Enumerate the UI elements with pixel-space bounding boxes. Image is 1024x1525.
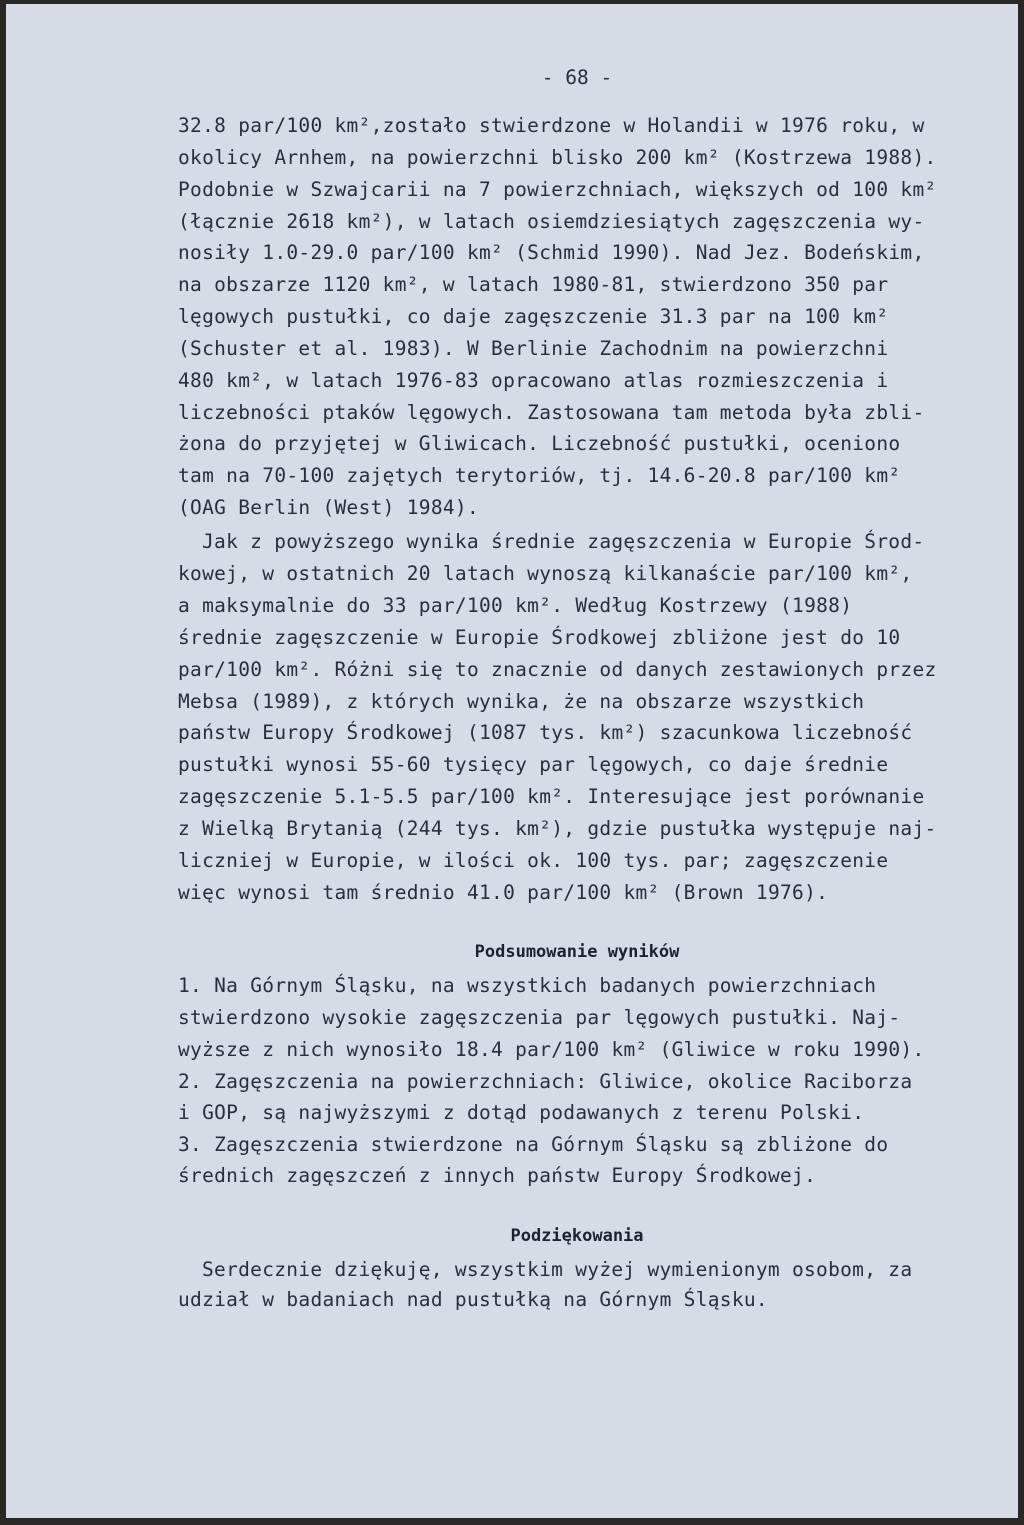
text-line: Mebsa (1989), z których wynika, że na obszarze wszystkich [178, 690, 865, 713]
text-line: 2. Zagęszczenia na powierzchniach: Gliwice, okolice Raciborza [178, 1070, 913, 1093]
text-line: średnie zagęszczenie w Europie Środkowej zbliżone jest do 10 [178, 626, 901, 649]
text-line: Serdecznie dziękuję, wszystkim wyżej wymienionym osobom, za [202, 1258, 913, 1281]
text-line: na obszarze 1120 km², w latach 1980-81, stwierdzono 350 par [178, 273, 889, 296]
text-line: pustułki wynosi 55-60 tysięcy par lęgowych, co daje średnie [178, 753, 889, 776]
text-line: z Wielką Brytanią (244 tys. km²), gdzie pustułka występuje naj- [178, 817, 937, 840]
text-line: (OAG Berlin (West) 1984). [178, 496, 479, 519]
text-line: okolicy Arnhem, na powierzchni blisko 200 km² (Kostrzewa 1988). [178, 146, 937, 169]
text-line: średnich zagęszczeń z innych państw Europy Środkowej. [178, 1164, 817, 1187]
text-line: (łącznie 2618 km²), w latach osiemdziesiątych zagęszczenia wy- [178, 210, 925, 233]
text-line: zagęszczenie 5.1-5.5 par/100 km². Interesujące jest porównanie [178, 785, 925, 808]
text-line: udział w badaniach nad pustułką na Górnym Śląsku. [178, 1288, 768, 1311]
text-line: a maksymalnie do 33 par/100 km². Według Kostrzewy (1988) [178, 594, 853, 617]
section-heading: Podziękowania [510, 1226, 644, 1246]
document-page [6, 4, 1018, 1518]
text-line: liczebności ptaków lęgowych. Zastosowana tam metoda była zbli- [178, 401, 925, 424]
text-line: 1. Na Górnym Śląsku, na wszystkich badanych powierzchniach [178, 974, 877, 997]
text-line: 480 km², w latach 1976-83 opracowano atlas rozmieszczenia i [178, 369, 889, 392]
section-heading: Podsumowanie wyników [474, 942, 680, 962]
page-number: - 68 - [541, 66, 613, 89]
text-line: stwierdzono wysokie zagęszczenia par lęgowych pustułki. Naj- [178, 1006, 901, 1029]
text-line: żona do przyjętej w Gliwicach. Liczebność pustułki, oceniono [178, 432, 901, 455]
text-line: liczniej w Europie, w ilości ok. 100 tys. par; zagęszczenie [178, 849, 889, 872]
text-line: 3. Zagęszczenia stwierdzone na Górnym Śląsku są zbliżone do [178, 1133, 889, 1156]
text-line: 32.8 par/100 km²,zostało stwierdzone w Holandii w 1976 roku, w [178, 114, 925, 137]
text-line: kowej, w ostatnich 20 latach wynoszą kilkanaście par/100 km², [178, 562, 913, 585]
text-line: nosiły 1.0-29.0 par/100 km² (Schmid 1990). Nad Jez. Bodeńskim, [178, 241, 925, 264]
text-line: tam na 70-100 zajętych terytoriów, tj. 14.6-20.8 par/100 km² [178, 464, 901, 487]
text-line: i GOP, są najwyższymi z dotąd podawanych z terenu Polski. [178, 1101, 865, 1124]
text-line: lęgowych pustułki, co daje zagęszczenie 31.3 par na 100 km² [178, 305, 889, 328]
text-line: Podobnie w Szwajcarii na 7 powierzchniach, większych od 100 km² [178, 178, 937, 201]
text-line: Jak z powyższego wynika średnie zagęszczenia w Europie Środ- [202, 530, 925, 553]
text-line: więc wynosi tam średnio 41.0 par/100 km² (Brown 1976). [178, 881, 829, 904]
text-line: wyższe z nich wynosiło 18.4 par/100 km² (Gliwice w roku 1990). [178, 1038, 925, 1061]
text-line: (Schuster et al. 1983). W Berlinie Zachodnim na powierzchni [178, 337, 889, 360]
text-line: par/100 km². Różni się to znacznie od danych zestawionych przez [178, 658, 937, 681]
text-line: państw Europy Środkowej (1087 tys. km²) szacunkowa liczebność [178, 721, 913, 744]
